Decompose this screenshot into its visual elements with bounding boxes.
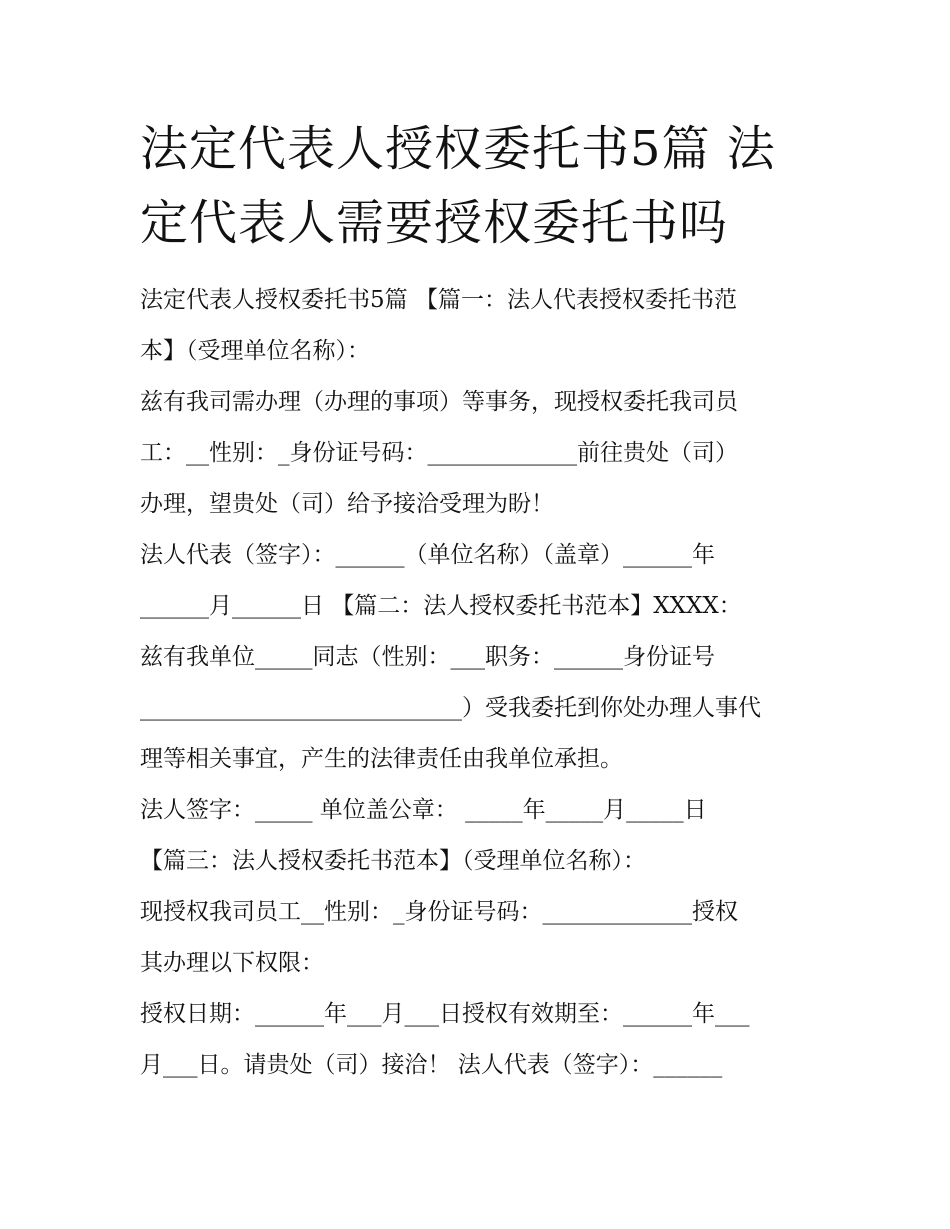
body-line: 法人代表（签字）：______（单位名称）（盖章）______年: [140, 542, 715, 568]
body-line: 【篇三：法人授权委托书范本】（受理单位名称）：: [140, 848, 646, 874]
body-line: 授权日期：______年___月___日授权有效期至：______年___: [140, 1001, 750, 1027]
body-line: 法人签字：_____ 单位盖公章： _____年_____月_____日: [140, 797, 707, 823]
body-line: 办理，望贵处（司）给予接洽受理为盼！: [140, 491, 554, 517]
body-line: 理等相关事宜，产生的法律责任由我单位承担。: [140, 746, 623, 772]
body-line: 本】（受理单位名称）：: [140, 338, 370, 364]
body-line: 兹有我单位_____同志（性别：___职务：______身份证号: [140, 644, 715, 670]
body-line: 兹有我司需办理（办理的事项）等事务，现授权委托我司员: [140, 389, 738, 415]
body-line: 其办理以下权限：: [140, 950, 324, 976]
document-title: 法定代表人授权委托书5篇 法定代表人需要授权委托书吗: [140, 121, 776, 251]
body-line: 现授权我司员工__性别：_身份证号码：_____________授权: [140, 899, 738, 925]
document-body: [140, 275, 815, 1091]
body-line: ______月______日 【篇二：法人授权委托书范本】XXXX：: [140, 593, 742, 619]
body-line: 工：__性别：_身份证号码：_____________前往贵处（司）: [140, 440, 738, 466]
body-line: 月___日。请贵处（司）接洽！ 法人代表（签字）：______: [140, 1052, 723, 1078]
body-line: ____________________________）受我委托到你处办理人事代: [140, 695, 761, 721]
body-line: 法定代表人授权委托书5篇 【篇一：法人代表授权委托书范: [140, 287, 737, 313]
